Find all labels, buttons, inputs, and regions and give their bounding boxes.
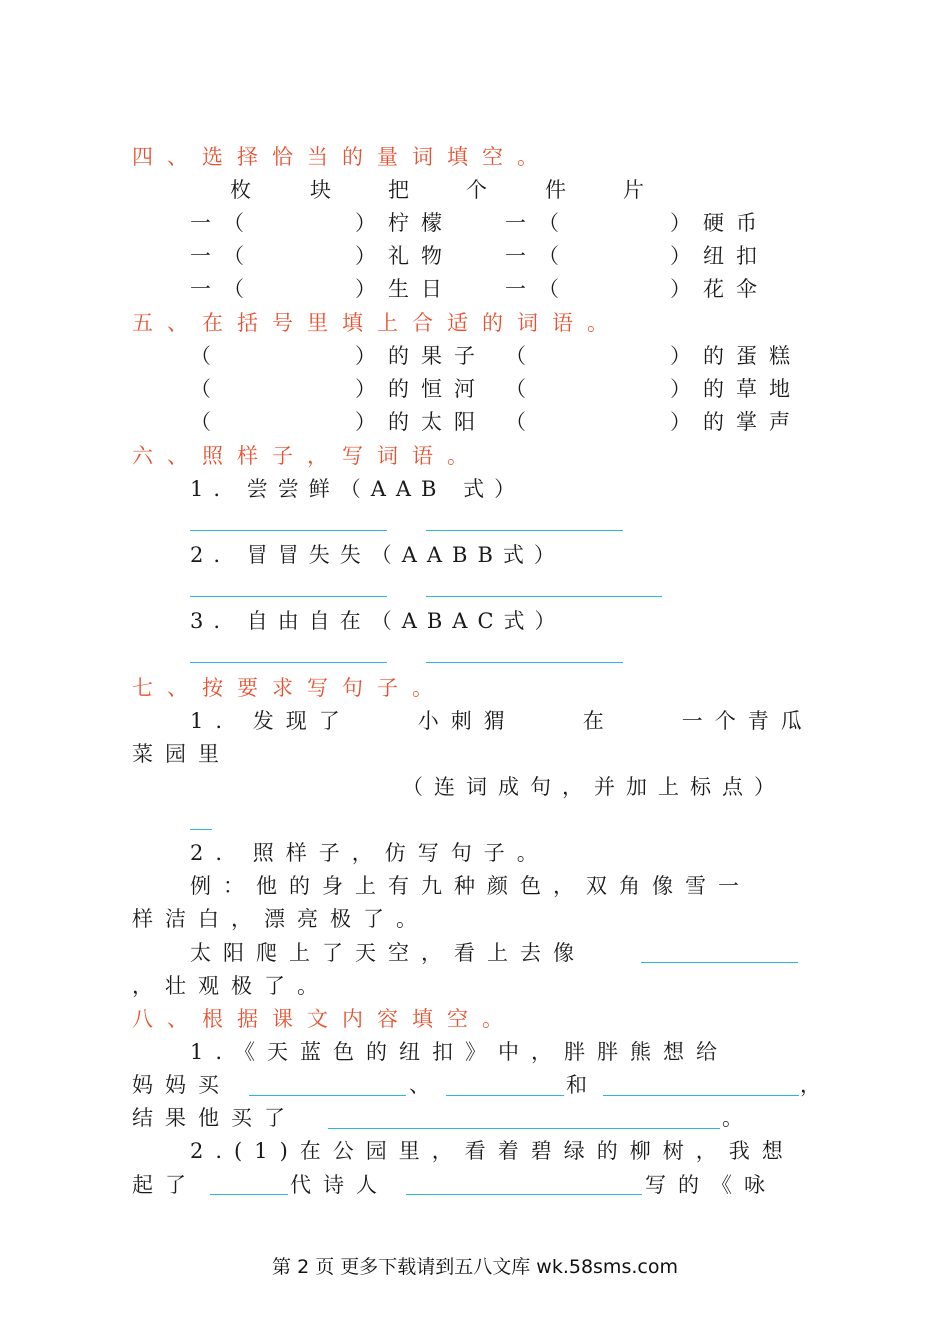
question-text: 代诗人 bbox=[290, 1173, 389, 1197]
punctuation: 、 bbox=[409, 1073, 442, 1097]
punctuation: ， bbox=[800, 1073, 833, 1097]
question-hint: （连词成句，并加上标点） bbox=[402, 775, 786, 799]
question-text: 2. 照样子，仿写句子。 bbox=[190, 841, 550, 865]
fill-blank-item: 一（ ）礼物 bbox=[190, 244, 454, 268]
example-text: 例：他的身上有九种颜色，双角像雪一 bbox=[190, 874, 751, 898]
word-option: 件 bbox=[545, 178, 566, 202]
answer-line bbox=[190, 662, 387, 663]
question-text: 起了 bbox=[132, 1173, 198, 1197]
answer-line bbox=[446, 1095, 564, 1096]
fill-blank-item: 一（ ）硬币 bbox=[505, 211, 769, 235]
word-option: 把 bbox=[388, 178, 409, 202]
answer-line bbox=[603, 1095, 799, 1096]
word-option: 块 bbox=[310, 178, 331, 202]
word-option: 片 bbox=[623, 178, 644, 202]
question-item: 2. 冒冒失失（AABB式） bbox=[190, 543, 565, 567]
question-text: 妈妈买 bbox=[132, 1073, 231, 1097]
answer-line bbox=[406, 1194, 642, 1195]
answer-line bbox=[190, 530, 387, 531]
answer-line bbox=[210, 1194, 288, 1195]
question-text: 2.(1)在公园里，看着碧绿的柳树，我想 bbox=[190, 1139, 795, 1163]
fill-blank-item: （ ）的太阳 bbox=[190, 410, 487, 434]
section-7-title: 七、按要求写句子。 bbox=[132, 676, 447, 700]
fill-blank-item: （ ）的果子 bbox=[190, 344, 487, 368]
answer-line bbox=[328, 1128, 720, 1129]
question-text: 菜园里 bbox=[132, 742, 231, 766]
question-text: 太阳爬上了天空，看上去像 bbox=[190, 941, 586, 965]
fill-blank-item: （ ）的恒河 bbox=[190, 377, 487, 401]
question-text: 和 bbox=[566, 1073, 599, 1097]
question-text: 1. 发现了 小刺猬 在 一个青瓜 bbox=[190, 709, 814, 733]
answer-line bbox=[426, 530, 623, 531]
question-text: 1.《天蓝色的纽扣》中，胖胖熊想给 bbox=[190, 1040, 730, 1064]
answer-line bbox=[426, 596, 662, 597]
word-option: 枚 bbox=[230, 178, 251, 202]
punctuation: 。 bbox=[722, 1106, 755, 1130]
section-8-title: 八、根据课文内容填空。 bbox=[132, 1007, 517, 1031]
fill-blank-item: （ ）的掌声 bbox=[505, 410, 802, 434]
fill-blank-item: （ ）的蛋糕 bbox=[505, 344, 802, 368]
question-text: 写的《咏 bbox=[645, 1173, 777, 1197]
section-6-title: 六、照样子，写词语。 bbox=[132, 444, 482, 468]
question-text: ，壮观极了。 bbox=[132, 974, 330, 998]
fill-blank-item: 一（ ）花伞 bbox=[505, 277, 769, 301]
section-4-title: 四、选择恰当的量词填空。 bbox=[132, 145, 552, 169]
word-option: 个 bbox=[466, 178, 487, 202]
section-5-title: 五、在括号里填上合适的词语。 bbox=[132, 311, 622, 335]
fill-blank-item: 一（ ）柠檬 bbox=[190, 211, 454, 235]
page-footer: 第 2 页 更多下载请到五八文库 wk.58sms.com bbox=[272, 1256, 678, 1278]
fill-blank-item: 一（ ）纽扣 bbox=[505, 244, 769, 268]
question-item: 1. 尝尝鲜（AAB 式） bbox=[190, 477, 526, 501]
example-text: 样洁白，漂亮极了。 bbox=[132, 907, 429, 931]
answer-line bbox=[249, 1095, 406, 1096]
answer-line bbox=[641, 962, 798, 963]
fill-blank-item: （ ）的草地 bbox=[505, 377, 802, 401]
answer-line bbox=[426, 662, 623, 663]
question-item: 3. 自由自在（ABAC式） bbox=[190, 609, 566, 633]
answer-line bbox=[190, 596, 387, 597]
fill-blank-item: 一（ ）生日 bbox=[190, 277, 454, 301]
question-text: 结果他买了 bbox=[132, 1106, 297, 1130]
answer-line bbox=[190, 829, 212, 830]
